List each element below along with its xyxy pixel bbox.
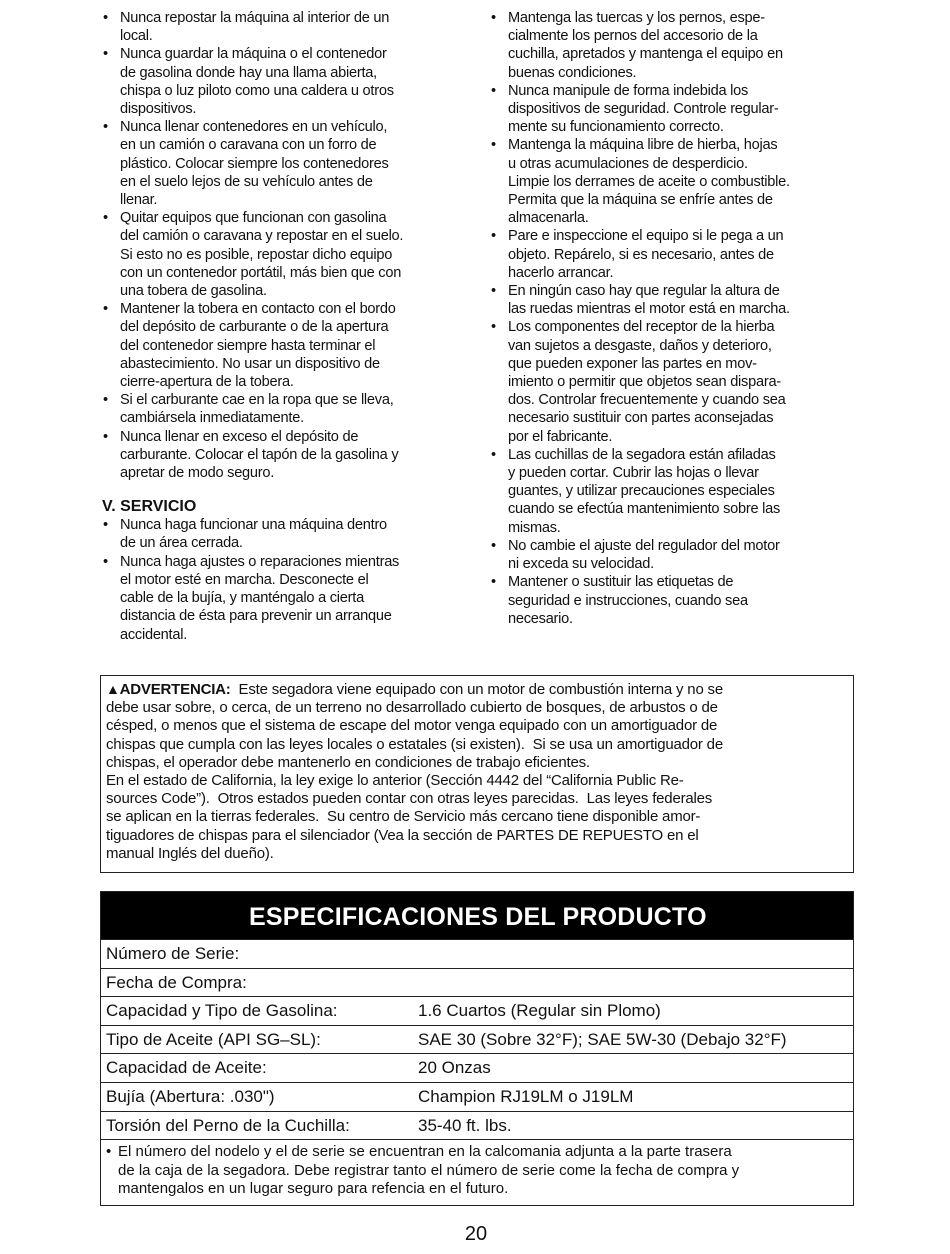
warning-triangle-icon: ▲: [106, 681, 120, 697]
note-text: El número del nodelo y el de serie se encuentran en la calcomania adjunta a la parte trasera de la caja de la segadora. Debe registrar tanto el número de serie come la fecha de compra y mantengalos en un lugar seguro para refencia en el futuro.: [118, 1143, 740, 1198]
bullet-icon: •: [103, 10, 108, 26]
bullet-item: [103, 209, 473, 300]
bullet-item: [103, 391, 473, 427]
right-column: [491, 9, 856, 628]
warning-label: ADVERTENCIA:: [119, 681, 231, 698]
bullet-text: Nunca llenar contenedores en un vehículo, en un camión o caravana con un forro de plástico. Colocar siempre los contenedores en el suelo lejos de su vehículo antes de llenar.: [120, 119, 389, 209]
bullet-item: [491, 282, 856, 318]
bullet-icon: •: [491, 82, 496, 99]
bullet-text: Nunca haga ajustes o reparaciones mientras el motor esté en marcha. Desconecte el cable de la bujía, y manténgalo a cierta distancia de ésta para prevenir un arranque accidental.: [120, 553, 400, 643]
bullet-item: [491, 537, 856, 573]
specifications-table: [100, 891, 854, 1206]
bullet-icon: •: [491, 10, 496, 26]
fuel-safety-list: [103, 9, 473, 482]
bullet-icon: •: [103, 517, 108, 534]
spec-value: Champion RJ19LM o J19LM: [418, 1086, 634, 1106]
bullet-item: [103, 428, 473, 483]
bullet-text: Mantenga la máquina libre de hierba, hojas u otras acumulaciones de desperdicio. Limpie los derrames de aceite o combustible. Permita que la máquina se enfríe antes de almacenarla.: [508, 137, 790, 227]
spec-label: Torsión del Perno de la Cuchilla:: [106, 1115, 350, 1135]
bullet-text: Los componentes del receptor de la hierba van sujetos a desgaste, daños y deterioro, que pueden exponer las partes en mov- imiento o permitir que objetos sean dispara- dos. Controlar frecuentemente y cuando sea necesario sustituir con partes aconsejadas por el fabricante.: [508, 319, 786, 445]
bullet-item: [103, 300, 473, 391]
specifications-title: ESPECIFICACIONES DEL PRODUCTO: [101, 892, 853, 939]
bullet-icon: •: [491, 137, 496, 154]
spec-row: [101, 1025, 853, 1054]
bullet-text: En ningún caso hay que regular la altura de las ruedas mientras el motor está en marcha.: [508, 283, 790, 318]
spec-value: SAE 30 (Sobre 32°F); SAE 5W-30 (Debajo 32°F): [418, 1029, 787, 1049]
spec-label: Capacidad y Tipo de Gasolina:: [106, 1001, 338, 1021]
bullet-item: [491, 227, 856, 282]
spec-row: [101, 968, 853, 997]
maintenance-list: [491, 9, 856, 628]
bullet-icon: •: [491, 283, 496, 300]
bullet-icon: •: [103, 392, 108, 409]
bullet-icon: •: [103, 428, 108, 445]
spec-value: 1.6 Cuartos (Regular sin Plomo): [418, 1001, 661, 1021]
section-heading-servicio: V. SERVICIO: [102, 498, 197, 516]
warning-box: [100, 675, 854, 873]
spec-label: Número de Serie:: [106, 944, 240, 963]
bullet-text: Nunca llenar en exceso el depósito de carburante. Colocar el tapón de la gasolina y apretar de modo seguro.: [120, 428, 399, 482]
bullet-item: [103, 118, 473, 209]
bullet-icon: •: [103, 553, 108, 570]
bullet-text: Quitar equipos que funcionan con gasolina del camión o caravana y repostar en el suelo. Si esto no es posible, repostar dicho equipo con un contenedor portátil, más bien que con una tobera de gasolina.: [120, 210, 404, 300]
spec-value: 35-40 ft. lbs.: [418, 1115, 512, 1135]
bullet-text: Mantenga las tuercas y los pernos, espe- cialmente los pernos del accesorio de la cuchilla, apretados y mantenga el equipo en buenas condiciones.: [508, 10, 783, 81]
bullet-item: [103, 516, 473, 552]
bullet-text: Nunca guardar la máquina o el contenedor de gasolina donde hay una llama abierta, chispa o luz piloto como una caldera u otros dispositivos.: [120, 46, 394, 118]
spec-label: Fecha de Compra:: [106, 972, 247, 992]
spec-label: Bujía (Abertura: .030"): [106, 1086, 275, 1106]
bullet-text: Nunca repostar la máquina al interior de un local.: [120, 10, 390, 45]
bullet-item: [103, 45, 473, 118]
page-number: 20: [464, 1223, 488, 1245]
bullet-icon: •: [491, 537, 496, 554]
left-column: [103, 9, 473, 644]
warning-label-group: [106, 681, 231, 698]
spec-row: [101, 1053, 853, 1082]
bullet-item: [491, 9, 856, 82]
specifications-note: • El número del nodelo y el de serie se encuentran en la calcomania adjunta a la parte trasera de la caja de la segadora. Debe registrar tanto el número de serie come la fecha de compra y mantengalos en un lugar seguro para refencia en el futuro.: [101, 1139, 853, 1205]
bullet-icon: •: [103, 210, 108, 227]
bullet-text: Las cuchillas de la segadora están afiladas y pueden cortar. Cubrir las hojas o llevar guantes, y utilizar precauciones especiales cuando se efectúa mantenimiento sobre las mismas.: [508, 446, 781, 536]
bullet-text: Si el carburante cae en la ropa que se lleva, cambiársela inmediatamente.: [120, 392, 394, 427]
bullet-item: [103, 553, 473, 644]
bullet-item: [103, 9, 473, 45]
spec-value: 20 Onzas: [418, 1058, 491, 1078]
bullet-icon: •: [491, 446, 496, 463]
spec-row: [101, 939, 853, 968]
bullet-icon: •: [491, 574, 496, 591]
spec-row: [101, 996, 853, 1025]
bullet-icon: •: [103, 301, 108, 318]
bullet-item: [491, 446, 856, 537]
spec-label: Capacidad de Aceite:: [106, 1058, 267, 1078]
bullet-text: Pare e inspeccione el equipo si le pega a un objeto. Repárelo, si es necesario, antes de hacerlo arrancar.: [508, 228, 784, 281]
bullet-text: Nunca haga funcionar una máquina dentro de un área cerrada.: [120, 517, 387, 552]
bullet-icon: •: [103, 119, 108, 136]
spec-row: [101, 1082, 853, 1111]
service-list: [103, 516, 473, 643]
bullet-text: Mantener la tobera en contacto con el bordo del depósito de carburante o de la apertura del contenedor siempre hasta terminar el abastecimiento. No usar un dispositivo de cierre-apertura de la tobera.: [120, 301, 396, 391]
bullet-text: Nunca manipule de forma indebida los dispositivos de seguridad. Controle regular- mente su funcionamiento correcto.: [508, 82, 779, 136]
bullet-item: [491, 318, 856, 445]
bullet-text: Mantener o sustituir las etiquetas de seguridad e instrucciones, cuando sea necesario.: [508, 574, 748, 627]
bullet-icon: •: [103, 46, 108, 63]
bullet-icon: •: [491, 228, 496, 245]
warning-text: Este segadora viene equipado con un motor de combustión interna y no se debe usar sobre, o cerca, de un terreno no desarrollado cubierto de bosques, de arbustos o de césped, o menos que el sistema de escape del motor venga equipado con un amortiguador de chispas que cumpla con las leyes locales o estatales (si existen). Si se usa un amortiguador de chispas, el operador debe mantenerlo en condiciones de trabajo eficientes. En el estado de California, la ley exige lo anterior (Sección 4442 del “California Public Re- sources Code”). Otros estados pueden contar con otras leyes parecidas. Las leyes federales se aplican en la tierras federales. Su centro de Servicio más cercano tiene disponible amor- tiguadores de chispas para el silenciador (Vea la sección de PARTES DE REPUESTO en el manual Inglés del dueño).: [106, 681, 723, 862]
bullet-item: [491, 136, 856, 227]
bullet-item: [491, 573, 856, 628]
bullet-text: No cambie el ajuste del regulador del motor ni exceda su velocidad.: [508, 537, 780, 573]
bullet-item: [491, 82, 856, 137]
spec-row: [101, 1111, 853, 1140]
spec-label: Tipo de Aceite (API SG–SL):: [106, 1029, 321, 1049]
bullet-icon: •: [491, 319, 496, 336]
